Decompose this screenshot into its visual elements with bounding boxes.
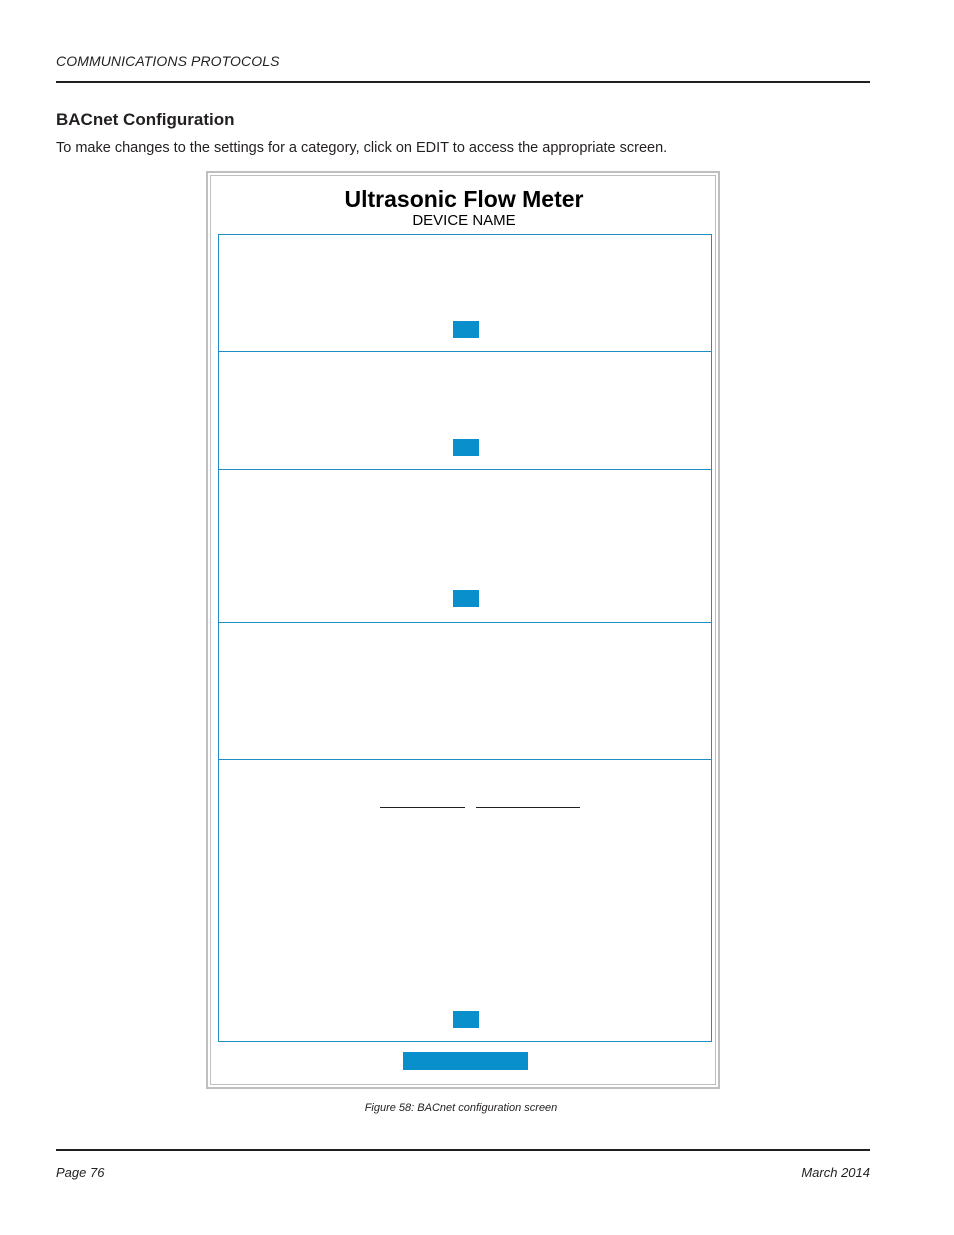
publication-date: March 2014: [801, 1165, 870, 1180]
edit-button-2[interactable]: [453, 439, 479, 456]
section-title: BACnet Configuration: [56, 110, 235, 129]
device-name-label: DEVICE NAME: [412, 212, 516, 229]
apply-button[interactable]: [403, 1052, 528, 1070]
edit-button-1[interactable]: [453, 321, 479, 338]
footer-rule: [56, 1149, 870, 1151]
settings-panel-2: [218, 351, 712, 470]
input-field-1[interactable]: [380, 807, 465, 808]
settings-panel-3: [218, 469, 712, 623]
settings-panel-5: [218, 759, 712, 1042]
edit-button-3[interactable]: [453, 590, 479, 607]
running-head: COMMUNICATIONS PROTOCOLS: [56, 53, 280, 69]
header-rule: [56, 81, 870, 83]
settings-panel-4: [218, 622, 712, 760]
figure-caption: Figure 58: BACnet configuration screen: [364, 1102, 558, 1114]
screen-frame: [210, 175, 716, 1085]
screen-title: Ultrasonic Flow Meter: [344, 186, 584, 212]
edit-button-5[interactable]: [453, 1011, 479, 1028]
input-field-2[interactable]: [476, 807, 580, 808]
settings-panel-1: [218, 234, 712, 352]
page-number: Page 76: [56, 1165, 105, 1180]
intro-paragraph: To make changes to the settings for a category, click on EDIT to access the appropriate screen.: [56, 140, 668, 156]
bacnet-configuration-screen: [206, 171, 720, 1089]
